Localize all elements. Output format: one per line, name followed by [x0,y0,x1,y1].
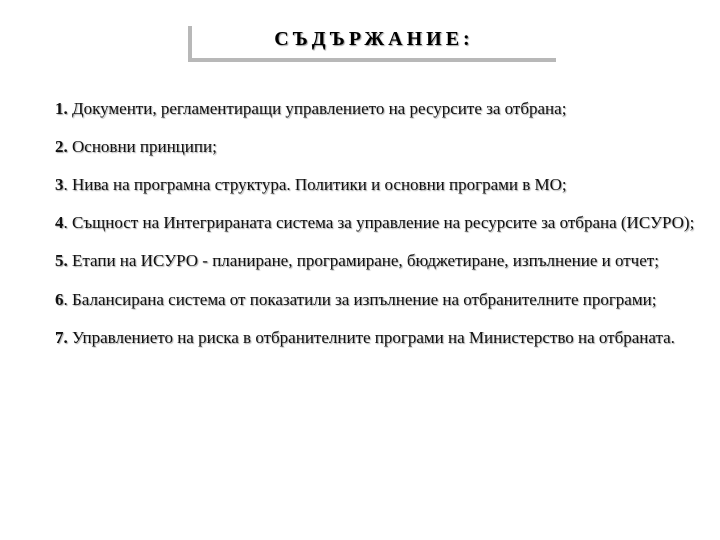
item-number: 2. [55,137,68,156]
item-text: Етапи на ИСУРО - планиране, програмиране, бюджетиране, изпълнение и отчет; [67,251,659,270]
item-number: 5. [55,251,68,270]
list-item [31,290,707,310]
list-item [31,137,707,157]
list-item [31,99,707,119]
item-number: 4 [55,213,64,232]
contents-list [31,99,707,366]
item-text: . Същност на Интегрираната система за управление на ресурсите за отбрана (ИСУРО); [63,213,695,232]
item-text: Управлението на риска в отбранителните програми на Министерство на отбраната. [67,328,675,347]
item-number: 3 [55,175,64,194]
item-text: . Балансирана система от показатили за изпълнение на отбранителните програми; [63,290,657,309]
list-item [31,175,707,195]
item-number: 7. [55,328,68,347]
list-item [31,328,707,348]
page-title: СЪДЪРЖАНИЕ: [274,28,474,50]
list-item [31,213,707,233]
item-number: 6 [55,290,64,309]
title-frame [188,26,556,62]
list-item [31,251,707,271]
item-text: Документи, регламентиращи управлението на ресурсите за отбрана; [67,99,567,118]
item-number: 1. [55,99,68,118]
item-text: . Нива на програмна структура. Политики и основни програми в МО; [63,175,567,194]
item-text: Основни принципи; [67,137,217,156]
